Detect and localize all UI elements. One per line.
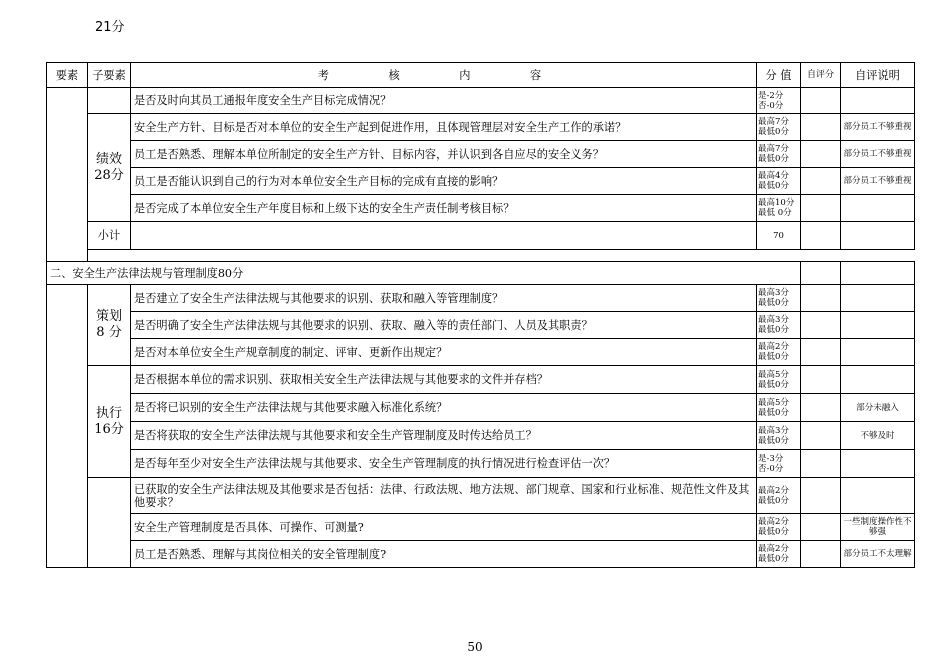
table-row bbox=[47, 285, 915, 312]
self-note-cell[interactable] bbox=[841, 366, 915, 394]
score-cell: 最高7分 最低0分 bbox=[757, 114, 801, 141]
self-score-cell[interactable] bbox=[801, 366, 841, 394]
self-note-cell[interactable]: 部分员工不够重视 bbox=[841, 141, 915, 168]
self-score-cell[interactable] bbox=[801, 450, 841, 478]
content-cell: 安全生产管理制度是否具体、可操作、可测量? bbox=[131, 514, 757, 541]
score-cell: 最高4分 最低0分 bbox=[757, 168, 801, 195]
section-row bbox=[47, 262, 915, 285]
content-cell: 是否将已识别的安全生产法律法规与其他要求融入标准化系统？ bbox=[131, 394, 757, 422]
self-score-cell[interactable] bbox=[801, 514, 841, 541]
self-note-cell bbox=[841, 262, 915, 285]
self-score-cell[interactable] bbox=[801, 339, 841, 366]
self-note-cell[interactable] bbox=[841, 339, 915, 366]
score-cell: 最高2分 最低0分 bbox=[757, 339, 801, 366]
score-cell: 最高2分 最低0分 bbox=[757, 541, 801, 568]
self-note-cell[interactable]: 不够及时 bbox=[841, 422, 915, 450]
content-cell: 员工是否熟悉、理解与其岗位相关的安全管理制度? bbox=[131, 541, 757, 568]
subelement-label-plan: 策划 8 分 bbox=[88, 285, 131, 366]
self-note-cell[interactable] bbox=[841, 195, 915, 222]
self-score-cell[interactable] bbox=[801, 114, 841, 141]
content-cell: 是否将获取的安全生产法律法规与其他要求和安全生产管理制度及时传达给员工？ bbox=[131, 422, 757, 450]
table-row bbox=[47, 312, 915, 339]
content-cell bbox=[131, 222, 757, 250]
subelement-cell bbox=[88, 88, 131, 114]
spacer-row bbox=[47, 250, 915, 262]
table-row bbox=[47, 168, 915, 195]
carried-score: 21分 bbox=[95, 20, 125, 35]
table-row bbox=[47, 366, 915, 394]
subtotal-row bbox=[47, 222, 915, 250]
self-note-cell[interactable]: 部分员工不够重视 bbox=[841, 168, 915, 195]
table-row bbox=[47, 478, 915, 514]
table-row bbox=[47, 394, 915, 422]
self-note-cell[interactable]: 部分未融入 bbox=[841, 394, 915, 422]
score-cell: 最高3分 最低0分 bbox=[757, 285, 801, 312]
content-cell: 是否建立了安全生产法律法规与其他要求的识别、获取和融入等管理制度？ bbox=[131, 285, 757, 312]
header-score: 分 值 bbox=[757, 63, 801, 88]
score-cell: 最高2分 最低0分 bbox=[757, 478, 801, 514]
score-cell: 是-2分 否-0分 bbox=[757, 88, 801, 114]
table-row bbox=[47, 541, 915, 568]
self-score-cell[interactable] bbox=[801, 541, 841, 568]
score-cell: 最高3分 最低0分 bbox=[757, 312, 801, 339]
table-row bbox=[47, 141, 915, 168]
self-note-cell[interactable] bbox=[841, 222, 915, 250]
self-note-cell[interactable] bbox=[841, 285, 915, 312]
subelement-cell bbox=[88, 478, 131, 568]
self-score-cell[interactable] bbox=[801, 422, 841, 450]
table-row bbox=[47, 114, 915, 141]
header-subelement: 子要素 bbox=[88, 63, 131, 88]
self-score-cell[interactable] bbox=[801, 88, 841, 114]
subtotal-label: 小计 bbox=[88, 222, 131, 250]
content-cell: 是否明确了安全生产法律法规与其他要求的识别、获取、融入等的责任部门、人员及其职责？ bbox=[131, 312, 757, 339]
self-score-cell[interactable] bbox=[801, 478, 841, 514]
score-cell: 最高5分 最低0分 bbox=[757, 394, 801, 422]
self-score-cell[interactable] bbox=[801, 141, 841, 168]
content-cell: 员工是否能认识到自己的行为对本单位安全生产目标的完成有直接的影响？ bbox=[131, 168, 757, 195]
self-score-cell[interactable] bbox=[801, 195, 841, 222]
score-cell: 最高10分 最低 0分 bbox=[757, 195, 801, 222]
table-row bbox=[47, 339, 915, 366]
self-note-cell[interactable]: 部分员工不够重视 bbox=[841, 114, 915, 141]
content-cell: 是否对本单位安全生产规章制度的制定、评审、更新作出规定？ bbox=[131, 339, 757, 366]
subelement-label-exec: 执行 16分 bbox=[88, 366, 131, 478]
self-note-cell[interactable] bbox=[841, 312, 915, 339]
score-cell: 是-3分 否-0分 bbox=[757, 450, 801, 478]
table-row bbox=[47, 450, 915, 478]
header-row bbox=[47, 63, 915, 88]
table-row bbox=[47, 88, 915, 114]
section-title: 二、安全生产法律法规与管理制度80分 bbox=[47, 262, 801, 285]
header-self-score: 自评分 bbox=[801, 63, 841, 88]
score-cell: 最高2分 最低0分 bbox=[757, 514, 801, 541]
header-self-note: 自评说明 bbox=[841, 63, 915, 88]
self-score-cell[interactable] bbox=[801, 222, 841, 250]
self-note-cell[interactable] bbox=[841, 88, 915, 114]
self-score-cell[interactable] bbox=[801, 312, 841, 339]
self-note-cell[interactable] bbox=[841, 450, 915, 478]
self-note-cell[interactable]: 部分员工不太理解 bbox=[841, 541, 915, 568]
content-cell: 已获取的安全生产法律法规及其他要求是否包括：法律、行政法规、地方法规、部门规章、国家和行业标准、规范性文件及其他要求？ bbox=[131, 478, 757, 514]
self-score-cell[interactable] bbox=[801, 285, 841, 312]
subelement-label-performance: 绩效 28分 bbox=[88, 114, 131, 222]
score-cell: 最高3分 最低0分 bbox=[757, 422, 801, 450]
element-cell bbox=[47, 285, 88, 568]
subtotal-value: 70 bbox=[757, 222, 801, 250]
content-cell: 安全生产方针、目标是否对本单位的安全生产起到促进作用，且体现管理层对安全生产工作的承诺？ bbox=[131, 114, 757, 141]
self-score-cell[interactable] bbox=[801, 394, 841, 422]
evaluation-table bbox=[46, 62, 915, 568]
self-score-cell[interactable] bbox=[801, 168, 841, 195]
content-cell: 是否每年至少对安全生产法律法规与其他要求、安全生产管理制度的执行情况进行检查评估一次？ bbox=[131, 450, 757, 478]
table-row bbox=[47, 514, 915, 541]
content-cell: 是否完成了本单位安全生产年度目标和上级下达的安全生产责任制考核目标？ bbox=[131, 195, 757, 222]
score-cell: 最高7分 最低0分 bbox=[757, 141, 801, 168]
table-row bbox=[47, 422, 915, 450]
content-cell: 员工是否熟悉、理解本单位所制定的安全生产方针、目标内容，并认识到各自应尽的安全义务？ bbox=[131, 141, 757, 168]
self-note-cell[interactable]: 一些制度操作性不够强 bbox=[841, 514, 915, 541]
content-cell: 是否根据本单位的需求识别、获取相关安全生产法律法规与其他要求的文件并存档？ bbox=[131, 366, 757, 394]
table-row bbox=[47, 195, 915, 222]
self-note-cell[interactable] bbox=[841, 478, 915, 514]
header-content: 考 核 内 容 bbox=[131, 63, 757, 88]
self-score-cell bbox=[801, 262, 841, 285]
page-number: 50 bbox=[467, 640, 483, 654]
element-cell bbox=[47, 88, 88, 262]
header-element: 要素 bbox=[47, 63, 88, 88]
score-cell: 最高5分 最低0分 bbox=[757, 366, 801, 394]
content-cell: 是否及时向其员工通报年度安全生产目标完成情况？ bbox=[131, 88, 757, 114]
